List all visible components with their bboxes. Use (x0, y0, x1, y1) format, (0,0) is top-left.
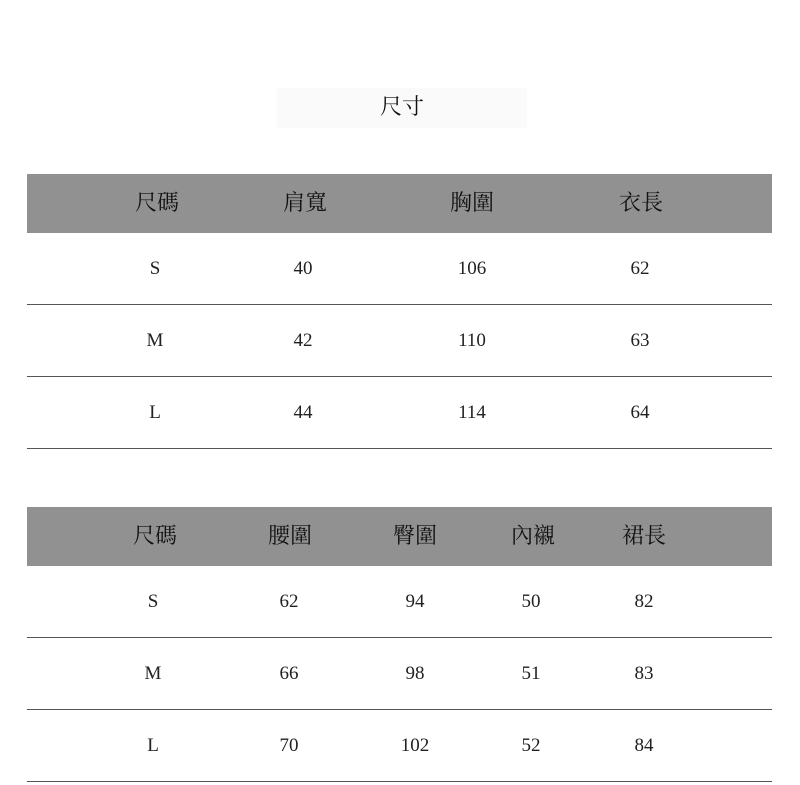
size-table-tops (27, 174, 772, 449)
cell-chest: 114 (458, 402, 486, 423)
page-title: 尺寸 (379, 95, 424, 120)
cell-waist: 66 (279, 663, 299, 684)
cell-size: S (147, 591, 159, 612)
cell-size: M (144, 663, 162, 684)
header-size: 尺碼 (134, 191, 180, 216)
cell-chest: 106 (457, 258, 487, 279)
cell-lining: 52 (521, 735, 541, 756)
size-table-bottoms (27, 507, 772, 782)
cell-size: L (149, 402, 161, 423)
table-header (27, 507, 772, 566)
header-shoulder: 肩寬 (282, 191, 328, 216)
cell-shoulder: 40 (293, 258, 313, 279)
table-row (27, 710, 772, 782)
cell-length: 63 (630, 330, 650, 351)
table-row (27, 566, 772, 638)
cell-size: M (146, 330, 164, 351)
header-chest: 胸圍 (449, 191, 495, 216)
cell-skirt-length: 84 (634, 735, 654, 756)
cell-skirt-length: 82 (634, 591, 654, 612)
cell-hip: 94 (405, 591, 425, 612)
cell-length: 64 (630, 402, 650, 423)
cell-lining: 50 (521, 591, 541, 612)
table-row (27, 233, 772, 305)
cell-size: S (149, 258, 161, 279)
cell-waist: 62 (279, 591, 299, 612)
cell-chest: 110 (458, 330, 486, 351)
cell-skirt-length: 83 (634, 663, 654, 684)
header-lining: 內襯 (510, 524, 556, 549)
table-header (27, 174, 772, 233)
cell-shoulder: 44 (293, 402, 313, 423)
cell-waist: 70 (279, 735, 299, 756)
cell-hip: 98 (405, 663, 425, 684)
cell-size: L (147, 735, 159, 756)
cell-length: 62 (630, 258, 650, 279)
header-size: 尺碼 (132, 524, 178, 549)
header-length: 衣長 (618, 191, 664, 216)
cell-hip: 102 (400, 735, 430, 756)
header-waist: 腰圍 (267, 524, 313, 549)
table-row (27, 305, 772, 377)
cell-lining: 51 (521, 663, 541, 684)
table-row (27, 377, 772, 449)
cell-shoulder: 42 (293, 330, 313, 351)
table-row (27, 638, 772, 710)
header-skirt-length: 裙長 (621, 524, 667, 549)
header-hip: 臀圍 (392, 524, 438, 549)
